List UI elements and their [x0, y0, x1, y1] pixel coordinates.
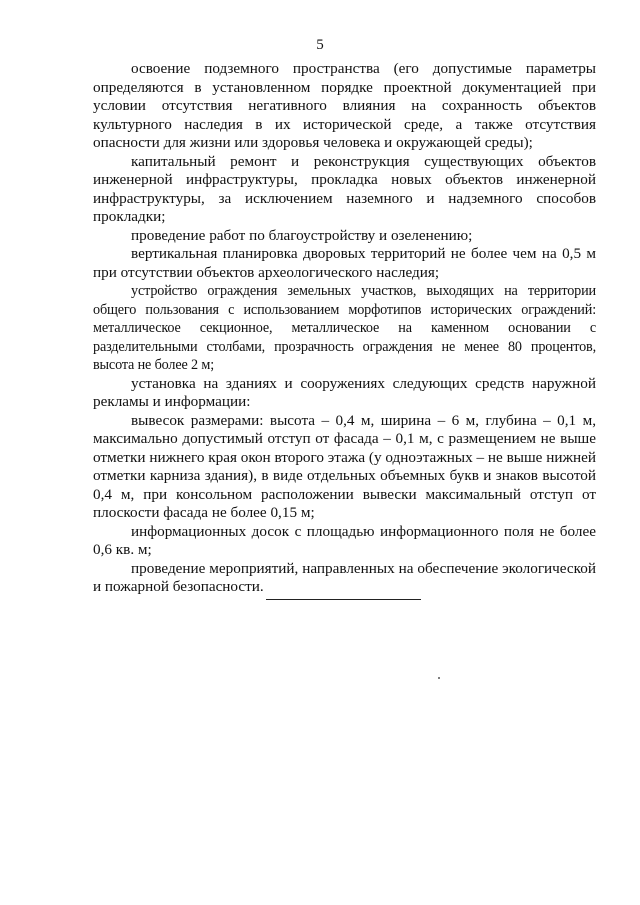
paragraph-engineering-infrastructure: капитальный ремонт и реконструкция существующих объектов инженерной инфраструктуры, прокладка новых объектов инженерной инфраструктуры, за исключением наземного и надземного способов прокладки; — [93, 152, 596, 225]
end-of-document-line — [266, 599, 421, 600]
paragraph-underground-space: освоение подземного пространства (его допустимые параметры определяются в установленном порядке проектной документацией при условии отсутствия негативного влияния на сохранность объектов культурного наследия в их исторической среде, а также отсутствия опасности для жизни или здоровья человека и окружающей среды); — [93, 60, 596, 151]
document-body — [93, 60, 596, 597]
page-number: 5 — [316, 37, 324, 53]
scan-speck — [438, 677, 440, 679]
paragraph-info-boards: информационных досок с площадью информационного поля не более 0,6 кв. м; — [93, 522, 596, 558]
paragraph-safety-measures: проведение мероприятий, направленных на обеспечение экологической и пожарной безопасности. — [93, 559, 596, 595]
paragraph-signboards: вывесок размерами: высота – 0,4 м, ширина – 6 м, глубина – 0,1 м, максимально допустимый отступ от фасада – 0,1 м, с размещением не выше отметки нижнего края окон второго этажа (у одноэтажных – не выше нижней отметки карниза здания), в виде отдельных объемных букв и знаков высотой 0,4 м, при консольном расположении вывески максимальный отступ от плоскости фасада не более 0,15 м; — [93, 411, 596, 521]
paragraph-fencing: устройство ограждения земельных участков, выходящих на территории общего пользования с использованием морфотипов исторических ограждений: металлическое секционное, металлическое на каменном основании с разделительными столбами, прозрачность ограждения не менее 80 процентов, высота не более 2 м; — [93, 283, 596, 373]
paragraph-landscaping: проведение работ по благоустройству и озеленению; — [131, 226, 473, 244]
paragraph-vertical-planning: вертикальная планировка дворовых территорий не более чем на 0,5 м при отсутствии объектов археологического наследия; — [93, 245, 596, 281]
paragraph-advertising: установка на зданиях и сооружениях следующих средств наружной рекламы и информации: — [93, 374, 596, 410]
